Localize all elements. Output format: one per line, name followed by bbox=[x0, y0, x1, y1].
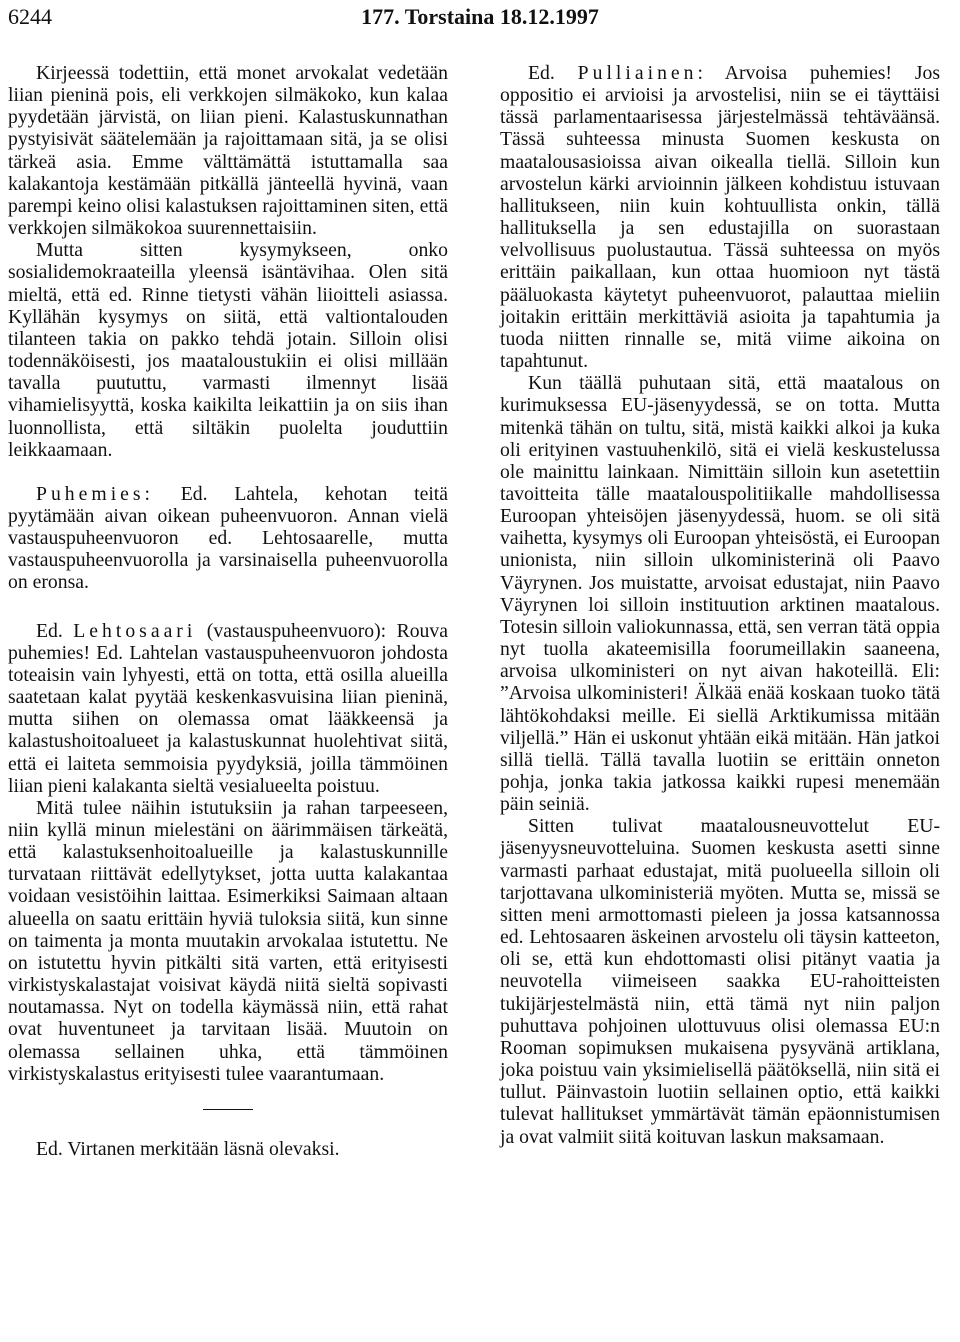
speech-lehtosaari bbox=[8, 620, 448, 797]
paragraph: Kun täällä puhutaan sitä, että maatalous on kurimuksessa EU-jäsenyydessä, se on totta. Mutta mitenkä tähän on tultu, sitä, mistä kaikki alkoi ja kuka oli erityinen vastuuhenkilö, sitä ei vielä keskustelussa ole mainittu lainkaan. Nimittäin silloin kun asetettiin tavoitteita tälle maatalouspolitiikalle mahdollisessa Euroopan yhteisöjen jäsenyydessä, huom. se oli sitä vaihetta, kysymys oli Euroopan yhteisöstä, ei Euroopan unionista, niin silloin ulkoministerinä oli Paavo Väyrynen. Jos muistatte, arvoisat edustajat, niin Paavo Väyrynen loi silloin instituution arktinen maatalous. Totesin silloin valiokunnassa, että, sen verran tätä oppia nyt tuolla akateemisilla foorumeillakin saaneena, arvoisa ulkoministeri on nyt aivan hakoteillä. Eli: ”Arvoisa ulkoministeri! Älkää enää koskaan tuoko tätä lähtökohdaksi meille. Ei siellä Arktikumissa mitään viljellä.” Hän ei uskonut yhtään eikä mitään. Hän jatkoi sillä tiellä. Tällä tavalla luotiin se erittäin onneton pohja, jonka takia jatkossa kaikki rupesi menemään päin seiniä. bbox=[500, 372, 940, 816]
speaker-prefix: Ed. bbox=[36, 619, 74, 642]
section-divider bbox=[203, 1109, 253, 1110]
speech-text: : Arvoisa puhemies! Jos oppositio ei arvioisi ja arvostelisi, niin se ei täyttäisi tässä parlamentaarisessa järjestelmässä tehtäväänsä. Tässä suhteessa minusta Suomen keskusta on maatalousasioissa aivan oikealla tiellä. Silloin kun arvostelun kärki arvioinnin jälkeen kohdistuu istuvaan hallitukseen, niin kuin kohtuullista onkin, tällä hallituksella ja sen edustajilla on suorastaan velvollisuus puolustautua. Tässä suhteessa on myös erittäin paikallaan, kun ottaa huomioon nyt tästä pääluokasta käytetyt puheenvuorot, palauttaa mieliin joitakin erittäin merkittäviä asioita ja tapahtumia ja tuoda niitten rinnalle se, mitä viime aikoina on tapahtunut. bbox=[500, 62, 941, 373]
speech-text: Ed. Lahtela, kehotan teitä pyytämään aivan oikean puheenvuoron. Annan vielä vastauspuheenvuoron ed. Lehtosaarelle, mutta vastauspuheenvuorolla ja varsinaisella puheenvuorolla on eronsa. bbox=[8, 482, 448, 594]
speaker-name: Lehtosaari bbox=[73, 619, 197, 642]
paragraph: Kirjeessä todettiin, että monet arvokalat vedetään liian pieninä pois, eli verkkojen silmäkoko, kun kalaa pyydetään järvistä, on liian pieni. Kalastuskunnathan pystyisivät säätelemään ja rajoittamaan sitä, ja se olisi tärkeä asia. Emme välttämättä istuttamalla saa kalakantoja kestämään pitkällä jänteellä hyvinä, vaan parempi keino olisi kalastuksen rajoittaminen siten, että verkkojen silmäkokoa suurennettaisiin. bbox=[8, 62, 448, 240]
left-column bbox=[8, 62, 448, 1160]
speech-text: (vastauspuheenvuoro): Rouva puhemies! Ed. Lahtelan vastauspuheenvuoron johdosta toteaisin vain lyhyesti, että on totta, että osilla alueilla saatetaan kalat pyytää keskenkasvuisina liian pieninä, mutta siihen on olemassa omat lääkkeensä ja kalastushoitoalueet ja kalastuskunnat huolehtivat siitä, että ei laiteta semmoisia pyydyksiä, joilla tämmöinen liian pieni kalakanta sieltä vesialueelta poistuu. bbox=[8, 619, 448, 797]
speech-pulliainen bbox=[500, 62, 940, 372]
paragraph: Mitä tulee näihin istutuksiin ja rahan tarpeeseen, niin kyllä minun mielestäni on äärimmäisen tärkeätä, että kalastuksenhoitoalueille ja kalastuskunnille turvataan riittävät edellytykset, jotta uutta kalakantaa voidaan vesistöihin laittaa. Esimerkiksi Saimaan altaan alueella on saatu erittäin hyviä tuloksia siitä, kun sinne on taimenta ja monta muutakin arvokalaa istutettu. Ne on istutettu hyvin pitkälti sitä varten, että erityisesti virkistyskalastajat voisivat käydä niitä sieltä sopivasti noutamassa. Nyt on todella käymässä niin, että rahat ovat huventuneet ja tarvitaan lisää. Muutoin on olemassa sellainen uhka, että tämmöinen virkistyskalastus erityisesti tulee vaarantumaan. bbox=[8, 796, 448, 1085]
speaker-name: Pulliainen bbox=[577, 62, 698, 84]
right-column bbox=[500, 62, 940, 1148]
speech-puhemies bbox=[8, 483, 448, 594]
session-title: 177. Torstaina 18.12.1997 bbox=[361, 4, 599, 29]
paragraph: Mutta sitten kysymykseen, onko sosialidemokraateilla yleensä isäntävihaa. Olen sitä mieltä, että ed. Rinne tietysti vähän liioitteli asiassa. Kyllähän kysymys on siitä, että valtiontalouden tilanteen takia on pakko tehdä jotain. Silloin olisi todennäköisesti, jos maataloustukiin ei olisi millään tavalla puututtu, varmasti ilmennyt lisää vihamielisyyttä, koska kaikilta leikattiin ja on siis ihan luonnollista, että siltäkin puolelta jouduttiin leikkaamaan. bbox=[8, 239, 448, 461]
page-header bbox=[8, 2, 952, 32]
attendance-note: Ed. Virtanen merkitään läsnä olevaksi. bbox=[36, 1137, 340, 1160]
speaker-prefix: Ed. bbox=[528, 62, 578, 84]
paragraph: Sitten tulivat maatalousneuvottelut EU-jäsenyysneuvotteluina. Suomen keskusta asetti sinne varmasti parhaat edustajat, mitä puolueella silloin oli tarjottavana ulkoministeriä myöten. Mutta se, missä se sitten meni armottomasti pieleen ja jossa katsannossa ed. Lehtosaaren äskeinen arvostelu oli täysin katteeton, oli se, että kun ehdottomasti olisi pitänyt vaatia ja neuvotella viimeiseen saakka EU-rahoitteisten tukijärjestelmästä niin, että tämä nyt niin paljon puhuttava pohjoinen ulottuvuus olisi olemassa EU:n Rooman sopimuksen mukaisena pysyvänä artiklana, joka poistuu vain yksimielisellä päätöksellä, niin sitä ei tullut. Päinvastoin luotiin sellainen optio, että kaikki tulevat hallitukset ymmärtävät tämän epäonnistumisen ja ovat valmiit siitä koituvan laskun maksamaan. bbox=[500, 815, 940, 1148]
speaker-name: Puhemies: bbox=[36, 482, 155, 505]
page-number: 6244 bbox=[8, 4, 52, 29]
